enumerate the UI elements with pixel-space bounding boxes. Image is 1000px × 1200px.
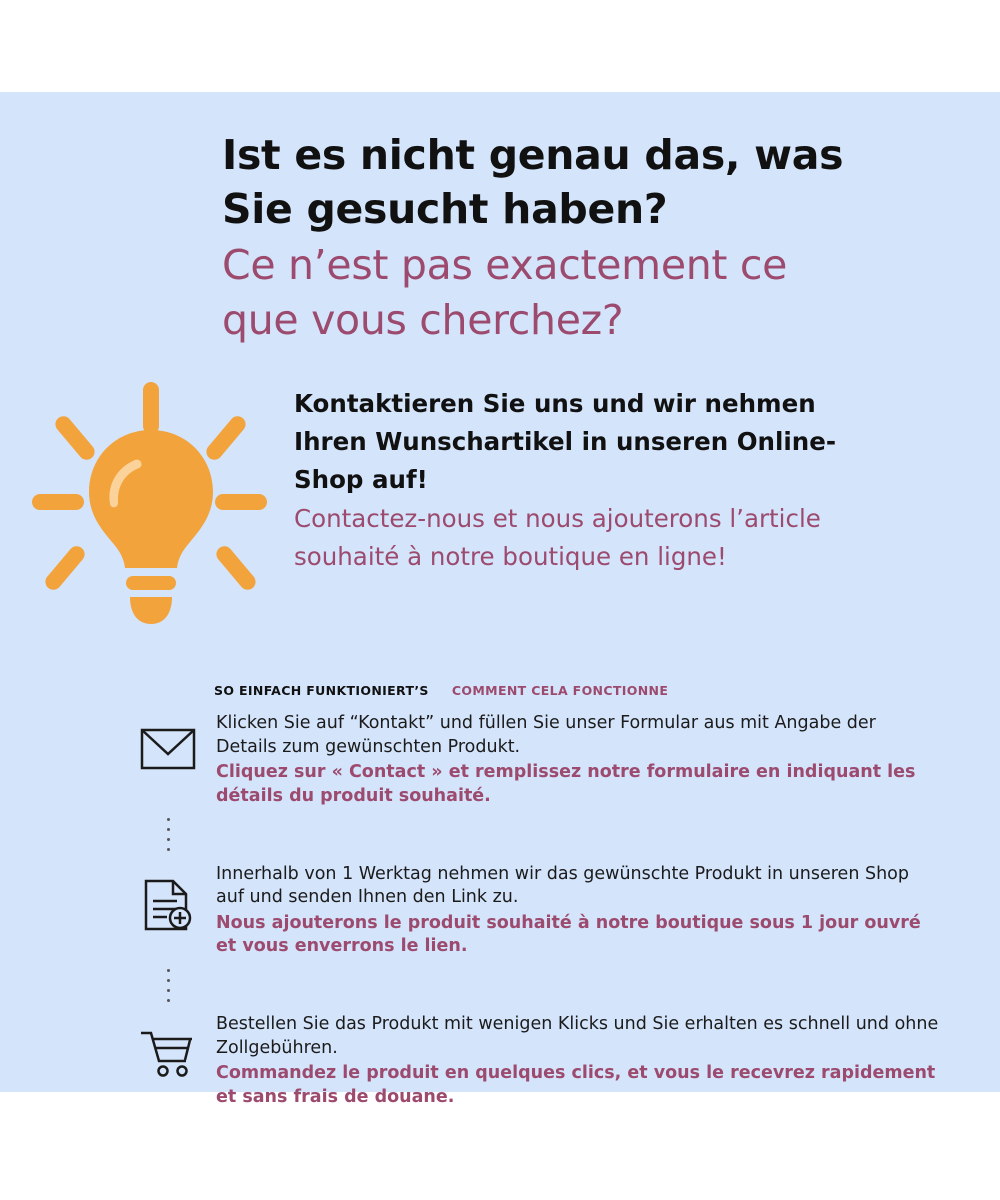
- section-label: [214, 680, 668, 699]
- step-german: Klicken Sie auf “Kontakt” und füllen Sie unser Formular aus mit Angabe der Details zum gewünschten Produkt.: [216, 713, 876, 757]
- shopping-cart-icon: [120, 1011, 216, 1077]
- intro-block: [294, 385, 894, 576]
- connector-dot: [167, 838, 170, 841]
- connector-dot: [167, 828, 170, 831]
- step-item: [120, 710, 940, 809]
- step-german: Innerhalb von 1 Werktag nehmen wir das gewünschte Produkt in unseren Shop auf und senden Ihnen den Link zu.: [216, 863, 909, 908]
- dotted-connector: [120, 959, 216, 1011]
- headline-german-line1: Ist es nicht genau das, was: [222, 131, 844, 179]
- headline-french-line1: Ce n’est pas exactement ce: [222, 241, 788, 290]
- document-add-icon: [120, 861, 216, 931]
- steps-list: [120, 710, 940, 1110]
- step-french: Cliquez sur « Contact » et remplissez notre formulaire en indiquant les détails du produit souhaité.: [216, 762, 916, 806]
- step-german: Bestellen Sie das Produkt mit wenigen Klicks und Sie erhalten es schnell und ohne Zollgebühren.: [216, 1014, 939, 1058]
- connector-dot: [167, 818, 170, 821]
- section-label-german: SO EINFACH FUNKTIONIERT’S: [214, 683, 429, 698]
- step-divider: [120, 959, 940, 1011]
- intro-german: Kontaktieren Sie uns und wir nehmen Ihren Wunschartikel in unseren Online-Shop auf!: [294, 389, 837, 494]
- headline-german: [222, 128, 942, 236]
- connector-dot: [167, 979, 170, 982]
- envelope-icon: [120, 710, 216, 770]
- dotted-connector: [120, 809, 216, 861]
- headline-block: [222, 128, 942, 347]
- step-item: [120, 861, 940, 960]
- lightbulb-illustration: [32, 382, 267, 632]
- step-french: Commandez le produit en quelques clics, et vous le recevrez rapidement et sans frais de douane.: [216, 1063, 936, 1107]
- intro-french: Contactez-nous et nous ajouterons l’article souhaité à notre boutique en ligne!: [294, 503, 821, 571]
- promo-panel: [0, 92, 1000, 1107]
- lightbulb-icon: [32, 382, 267, 632]
- step-text: [216, 710, 940, 809]
- connector-dot: [167, 969, 170, 972]
- connector-dot: [167, 999, 170, 1002]
- step-text: [216, 861, 940, 960]
- step-french: Nous ajouterons le produit souhaité à notre boutique sous 1 jour ouvré et vous enverrons le lien.: [216, 912, 921, 957]
- step-text: [216, 1011, 940, 1110]
- headline-french-line2: que vous cherchez?: [222, 295, 624, 344]
- step-item: [120, 1011, 940, 1110]
- connector-dot: [167, 989, 170, 992]
- headline-french: [222, 238, 942, 347]
- section-label-french: COMMENT CELA FONCTIONNE: [451, 683, 669, 698]
- headline-german-line2: Sie gesucht haben?: [222, 185, 668, 234]
- step-divider: [120, 809, 940, 861]
- connector-dot: [167, 848, 170, 851]
